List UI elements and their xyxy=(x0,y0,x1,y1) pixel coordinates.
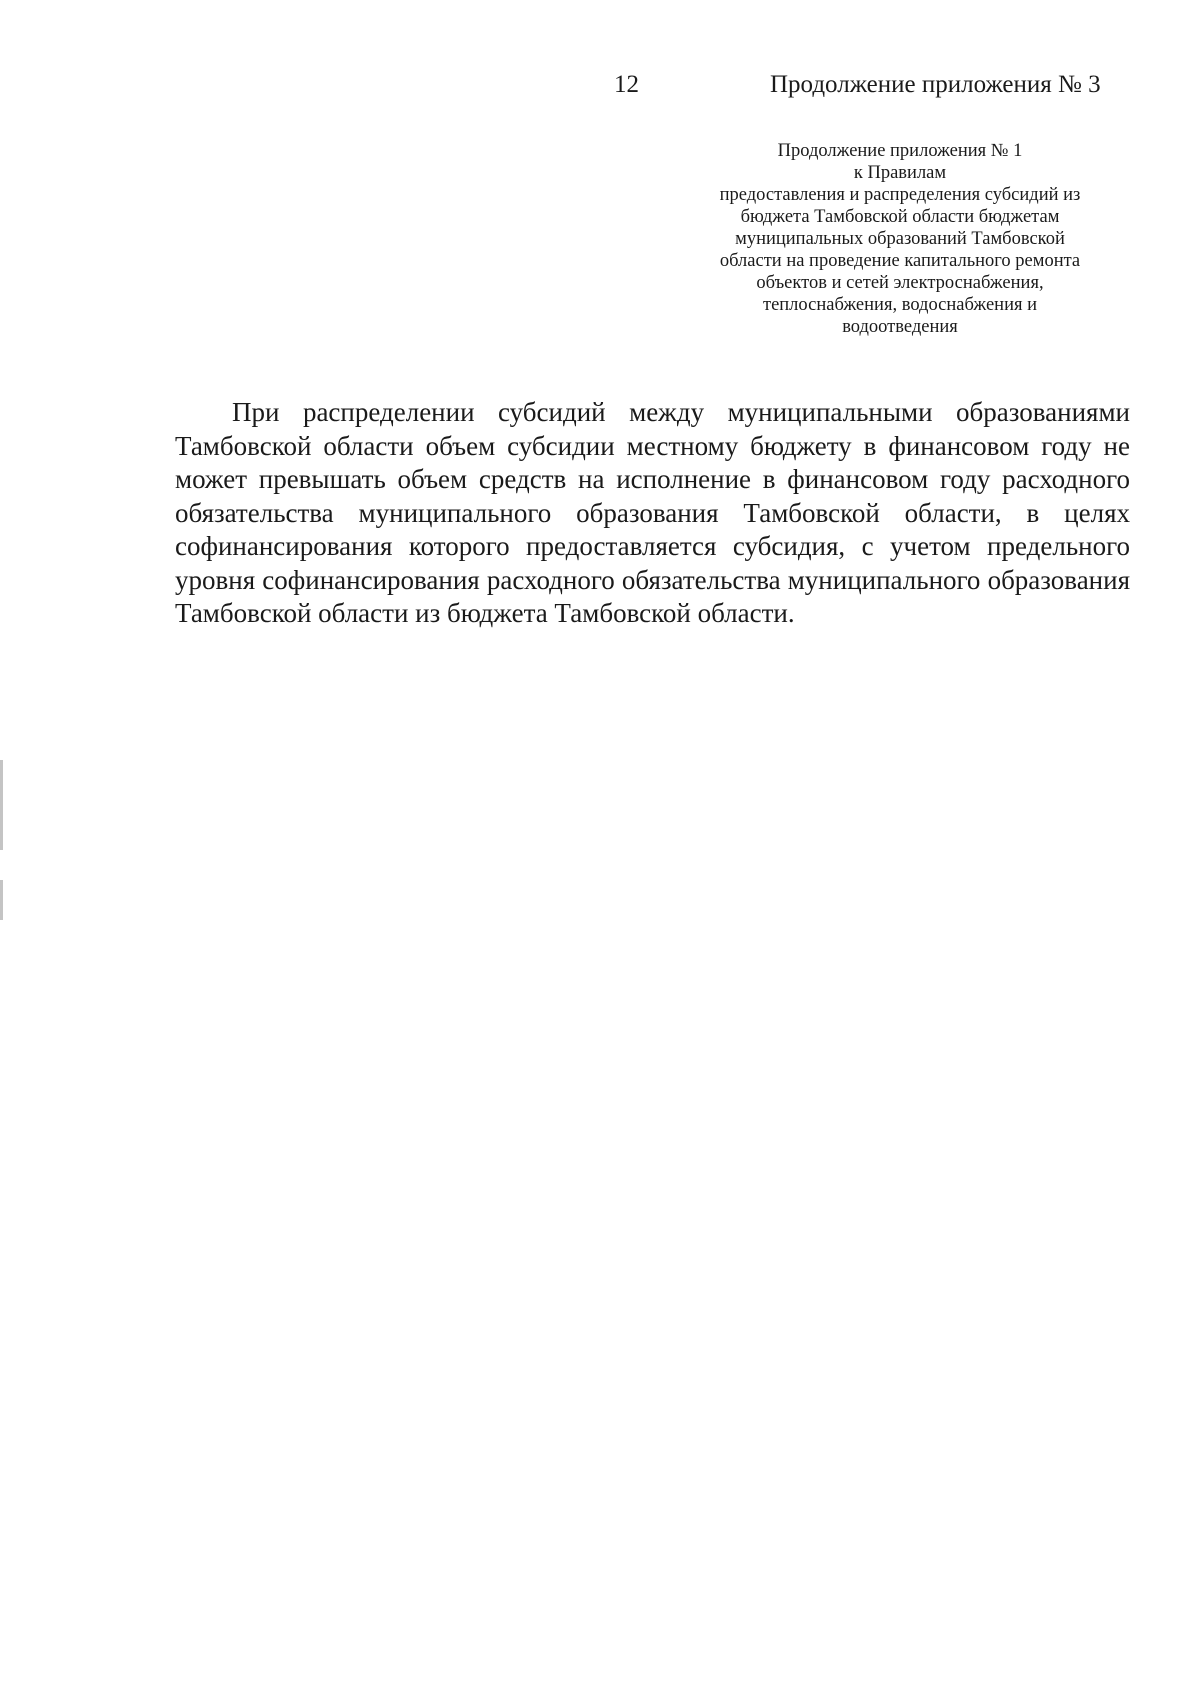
scan-edge-mark xyxy=(0,880,3,920)
page-number: 12 xyxy=(614,71,639,98)
appendix-note-line: Продолжение приложения № 1 xyxy=(777,141,1023,161)
appendix-note-line: водоотведения xyxy=(842,317,958,337)
appendix-note-line: муниципальных образований Тамбовской xyxy=(735,229,1065,249)
appendix-note-line: теплоснабжения, водоснабжения и xyxy=(762,295,1038,315)
appendix-note-line: бюджета Тамбовской области бюджетам xyxy=(740,207,1060,227)
appendix-note-line: предоставления и распределения субсидий из xyxy=(719,185,1081,205)
appendix-note-line: к Правилам xyxy=(853,163,947,183)
body-paragraph: При распределении субсидий между муниципальными образованиями Тамбовской области объем субсидии местному бюджету в финансовом году не может превышать объем средств на исполнение в финансовом году расходного обязательства муниципального образования Тамбовской области, в целях софинансирования которого предоставляется субсидия, с учетом предельного уровня софинансирования расходного обязательства муниципального образования Тамбовской области из бюджета Тамбовской области. xyxy=(175,397,1130,628)
appendix-note xyxy=(670,140,1130,338)
continuation-header: Продолжение приложения № 3 xyxy=(770,71,1101,98)
appendix-note-line: объектов и сетей электроснабжения, xyxy=(756,273,1044,293)
appendix-note-line: области на проведение капитального ремонта xyxy=(719,251,1081,271)
scan-edge-mark xyxy=(0,760,3,850)
